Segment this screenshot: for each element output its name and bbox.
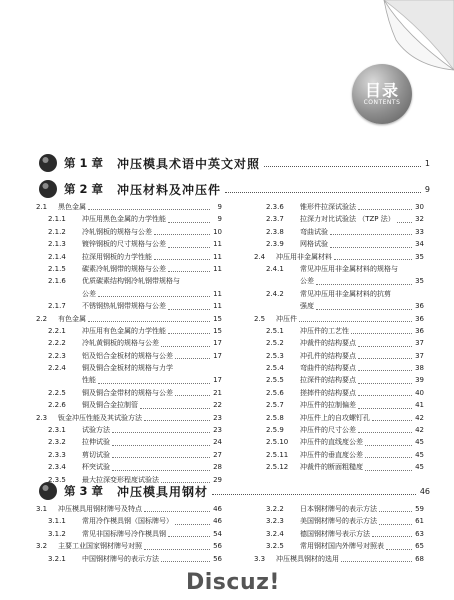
toc-entry-number: 2.4.2 bbox=[266, 289, 284, 298]
toc-entry-number: 2.5.12 bbox=[266, 463, 289, 472]
toc-entry-title: 美国钢材牌号的表示方法 bbox=[300, 517, 377, 526]
leader-dots bbox=[379, 511, 412, 512]
toc-entry-page: 17 bbox=[213, 339, 222, 348]
toc-entry-number: 2.3.9 bbox=[266, 240, 284, 249]
leader-dots bbox=[175, 358, 210, 359]
leader-dots bbox=[98, 296, 210, 297]
toc-entry[interactable] bbox=[36, 226, 222, 238]
toc-entry-page: 17 bbox=[213, 351, 222, 360]
toc-entry[interactable] bbox=[36, 449, 222, 461]
toc-entry[interactable] bbox=[254, 325, 424, 337]
toc-entry-page: 45 bbox=[415, 438, 424, 447]
leader-dots bbox=[168, 247, 210, 248]
toc-entry[interactable] bbox=[254, 300, 424, 312]
toc-entry-title: 冷轧黄铜板的规格与公差 bbox=[82, 339, 159, 348]
toc-entry[interactable] bbox=[36, 313, 222, 325]
toc-entry-page: 63 bbox=[415, 529, 424, 538]
toc-entry-number: 2.3.4 bbox=[48, 463, 66, 472]
toc-entry-number: 2.2 bbox=[36, 314, 48, 323]
chapter-page: 9 bbox=[424, 184, 430, 194]
toc-entry-title: 铜及铜合金拉制管 bbox=[82, 401, 138, 410]
toc-entry-page: 40 bbox=[415, 388, 424, 397]
toc-entry-number: 2.3 bbox=[36, 413, 48, 422]
leader-dots bbox=[316, 309, 412, 310]
toc-entry-title: 碳素冷轧钢带的规格与公差 bbox=[82, 264, 166, 273]
toc-entry[interactable] bbox=[254, 374, 424, 386]
leader-dots bbox=[112, 445, 210, 446]
toc-entry-title: 强度 bbox=[300, 302, 314, 311]
toc-entry-title: 常见冲压用非金属材料的抗剪 bbox=[300, 289, 391, 298]
chapter-label: 第 2 章 bbox=[64, 182, 104, 196]
toc-entry[interactable] bbox=[254, 528, 424, 540]
toc-entry-title: 常用冷作模具钢（国标牌号） bbox=[82, 517, 173, 526]
leader-dots bbox=[98, 383, 210, 384]
toc-entry-page: 56 bbox=[213, 542, 222, 551]
toc-entry-number: 2.3.7 bbox=[266, 215, 284, 224]
toc-entry-number: 2.5.8 bbox=[266, 413, 284, 422]
toc-entry-page: 36 bbox=[415, 326, 424, 335]
toc-entry-title: 公差 bbox=[82, 289, 96, 298]
toc-entry[interactable] bbox=[254, 436, 424, 448]
leader-dots bbox=[358, 383, 412, 384]
toc-entry-number: 2.3.3 bbox=[48, 450, 66, 459]
toc-entry-title: 拉伸试验 bbox=[82, 438, 110, 447]
toc-entry-number: 2.3.5 bbox=[48, 475, 66, 484]
toc-entry-number: 3.2.1 bbox=[48, 554, 66, 563]
toc-entry[interactable] bbox=[36, 263, 222, 275]
toc-entry-title: 镀锌钢板的尺寸规格与公差 bbox=[82, 240, 166, 249]
leader-dots bbox=[330, 247, 412, 248]
toc-column-ch2-left bbox=[36, 201, 222, 486]
toc-entry-number: 2.5.11 bbox=[266, 450, 289, 459]
leader-dots bbox=[112, 457, 210, 458]
chapter-bullet-icon bbox=[38, 153, 58, 173]
toc-entry-number: 2.5.6 bbox=[266, 388, 284, 397]
toc-entry-page: 41 bbox=[415, 401, 424, 410]
toc-entry[interactable] bbox=[254, 313, 424, 325]
toc-entry-title: 冷轧钢板的规格与公差 bbox=[82, 227, 152, 236]
chapter-bullet-icon bbox=[38, 179, 58, 199]
toc-entry-title: 最大拉深变形程度试验法 bbox=[82, 475, 159, 484]
toc-entry[interactable] bbox=[36, 399, 222, 411]
toc-entry-title: 冲压用黑色金属的力学性能 bbox=[82, 215, 166, 224]
leader-dots bbox=[299, 321, 412, 322]
toc-entry[interactable] bbox=[36, 251, 222, 263]
toc-entry-page: 21 bbox=[213, 388, 222, 397]
chapter-title: 冲压材料及冲压件 bbox=[117, 182, 222, 197]
toc-entry-title: 不锈钢热轧钢带规格与公差 bbox=[82, 302, 166, 311]
toc-entry-number: 2.5.5 bbox=[266, 376, 284, 385]
toc-entry-number: 2.1.2 bbox=[48, 227, 66, 236]
toc-entry[interactable] bbox=[254, 540, 424, 552]
toc-entry-page: 17 bbox=[213, 376, 222, 385]
leader-dots bbox=[88, 321, 210, 322]
toc-entry[interactable] bbox=[254, 503, 424, 515]
toc-entry-page: 45 bbox=[415, 450, 424, 459]
toc-entry-page: 10 bbox=[213, 227, 222, 236]
toc-entry[interactable] bbox=[254, 515, 424, 527]
toc-entry[interactable] bbox=[36, 540, 222, 552]
toc-entry-title: 主要工业国家钢材牌号对照 bbox=[58, 542, 142, 551]
leader-dots bbox=[154, 259, 210, 260]
toc-entry[interactable] bbox=[254, 362, 424, 374]
leader-dots bbox=[168, 271, 210, 272]
leader-dots bbox=[372, 536, 412, 537]
toc-entry-title: 铝及铝合金板材的规格与公差 bbox=[82, 351, 173, 360]
toc-entry-page: 61 bbox=[415, 517, 424, 526]
leader-dots bbox=[358, 209, 412, 210]
toc-entry-title: 剪切试验 bbox=[82, 450, 110, 459]
toc-entry-number: 2.5.7 bbox=[266, 401, 284, 410]
leader-dots bbox=[175, 524, 210, 525]
toc-entry-title: 冲压件 bbox=[276, 314, 297, 323]
toc-entry-number: 2.5.4 bbox=[266, 364, 284, 373]
toc-entry-title: 杯突试验 bbox=[82, 463, 110, 472]
toc-entry-title: 冲压件的尺寸公差 bbox=[300, 426, 356, 435]
toc-entry[interactable] bbox=[254, 412, 424, 424]
toc-entry-page: 29 bbox=[213, 475, 222, 484]
toc-entry[interactable] bbox=[254, 553, 424, 565]
toc-entry-page: 30 bbox=[415, 202, 424, 211]
toc-entry-number: 2.1.6 bbox=[48, 277, 66, 286]
toc-entry-page: 23 bbox=[213, 426, 222, 435]
toc-entry[interactable] bbox=[254, 461, 424, 473]
toc-entry-page: 54 bbox=[213, 529, 222, 538]
toc-entry-number: 2.3.8 bbox=[266, 227, 284, 236]
toc-entry-title: 冲压件的工艺性 bbox=[300, 326, 349, 335]
toc-entry-number: 2.2.3 bbox=[48, 351, 66, 360]
toc-entry[interactable] bbox=[36, 300, 222, 312]
toc-entry-title: 弯曲试验 bbox=[300, 227, 328, 236]
toc-entry-title: 钣金冲压性能及其试验方法 bbox=[58, 413, 142, 422]
toc-entry-number: 3.3 bbox=[254, 554, 266, 563]
toc-entry-page: 37 bbox=[415, 339, 424, 348]
toc-entry-page: 33 bbox=[415, 227, 424, 236]
leader-dots bbox=[372, 420, 412, 421]
toc-entry[interactable] bbox=[254, 263, 424, 275]
leader-dots bbox=[358, 408, 412, 409]
toc-entry[interactable] bbox=[36, 436, 222, 448]
leader-dots bbox=[316, 284, 412, 285]
leader-dots bbox=[140, 408, 210, 409]
leader-dots bbox=[112, 470, 210, 471]
toc-entry-title: 铜及铜合金板材的规格与力学 bbox=[82, 364, 173, 373]
toc-entry-number: 3.2.3 bbox=[266, 517, 284, 526]
toc-entry-title: 冲压模具钢材的选用 bbox=[276, 554, 339, 563]
toc-entry-number: 2.1.1 bbox=[48, 215, 66, 224]
toc-entry-title: 拉深力对比试验法 （TZP 法） bbox=[300, 215, 395, 224]
toc-entry[interactable] bbox=[254, 424, 424, 436]
chapter-2-heading[interactable] bbox=[38, 178, 430, 200]
leader-dots bbox=[168, 222, 210, 223]
toc-entry[interactable] bbox=[36, 515, 222, 527]
toc-entry-page: 23 bbox=[213, 413, 222, 422]
toc-entry[interactable] bbox=[254, 288, 424, 300]
toc-entry-number: 3.2.2 bbox=[266, 504, 284, 513]
toc-entry-page: 9 bbox=[217, 202, 222, 211]
toc-entry[interactable] bbox=[36, 275, 222, 287]
toc-entry-number: 2.5.9 bbox=[266, 426, 284, 435]
toc-entry-title: 冲孔件的结构要点 bbox=[300, 351, 356, 360]
toc-entry-page: 42 bbox=[415, 426, 424, 435]
chapter-1-heading[interactable] bbox=[38, 152, 430, 174]
toc-entry[interactable] bbox=[254, 350, 424, 362]
toc-entry-title: 冲压模具用钢材牌号及特点 bbox=[58, 504, 142, 513]
toc-entry-number: 2.5.1 bbox=[266, 326, 284, 335]
toc-entry-page: 11 bbox=[213, 252, 222, 261]
toc-entry[interactable] bbox=[36, 528, 222, 540]
leader-dots bbox=[351, 333, 412, 334]
chapter-3-heading[interactable] bbox=[38, 480, 430, 502]
toc-entry-number: 2.1.3 bbox=[48, 240, 66, 249]
leader-dots bbox=[358, 346, 412, 347]
toc-entry-title: 冲压件上的自攻螺钉孔 bbox=[300, 413, 370, 422]
toc-entry[interactable] bbox=[36, 201, 222, 213]
toc-entry-page: 9 bbox=[217, 215, 222, 224]
leader-dots bbox=[379, 524, 412, 525]
toc-entry-page: 42 bbox=[415, 413, 424, 422]
toc-entry-page: 11 bbox=[213, 264, 222, 273]
toc-entry-page: 15 bbox=[213, 326, 222, 335]
toc-entry-number: 2.4 bbox=[254, 252, 266, 261]
toc-entry-title: 性能 bbox=[82, 376, 96, 385]
toc-entry-page: 11 bbox=[213, 289, 222, 298]
toc-entry-page: 32 bbox=[415, 215, 424, 224]
toc-entry-number: 2.3.6 bbox=[266, 202, 284, 211]
leader-dots bbox=[144, 549, 210, 550]
toc-entry-title: 黑色金属 bbox=[58, 202, 86, 211]
toc-entry-page: 27 bbox=[213, 450, 222, 459]
badge-subtitle: CONTENTS bbox=[363, 98, 401, 106]
toc-entry-page: 24 bbox=[213, 438, 222, 447]
toc-entry-page: 28 bbox=[213, 463, 222, 472]
toc-entry-number: 3.1.2 bbox=[48, 529, 66, 538]
chapter-page: 1 bbox=[424, 158, 430, 168]
leader-dots bbox=[168, 333, 210, 334]
leader-dots bbox=[168, 309, 210, 310]
toc-entry[interactable] bbox=[36, 412, 222, 424]
toc-entry-title: 德国钢材牌号表示方法 bbox=[300, 529, 370, 538]
chapter-title: 冲压模具用钢材 bbox=[117, 484, 209, 499]
toc-entry-number: 2.2.5 bbox=[48, 388, 66, 397]
toc-entry[interactable] bbox=[254, 213, 424, 225]
toc-entry[interactable] bbox=[36, 424, 222, 436]
toc-column-ch3-left bbox=[36, 503, 222, 565]
leader-dots bbox=[168, 536, 210, 537]
toc-entry-page: 45 bbox=[415, 463, 424, 472]
toc-entry[interactable] bbox=[254, 275, 424, 287]
toc-entry-page: 35 bbox=[415, 252, 424, 261]
toc-entry-number: 2.5 bbox=[254, 314, 266, 323]
leader-dots bbox=[112, 432, 210, 433]
chapter-label: 第 1 章 bbox=[64, 156, 104, 170]
toc-entry-number: 3.1 bbox=[36, 504, 48, 513]
toc-entry[interactable] bbox=[36, 337, 222, 349]
toc-entry[interactable] bbox=[36, 503, 222, 515]
toc-entry-title: 网格试验 bbox=[300, 240, 328, 249]
toc-entry-title: 弯曲件的结构要点 bbox=[300, 364, 356, 373]
toc-entry[interactable] bbox=[36, 213, 222, 225]
toc-entry-page: 11 bbox=[213, 302, 222, 311]
toc-entry-title: 冲压件的垂直度公差 bbox=[300, 450, 363, 459]
chapter-title: 冲压模具术语中英文对照 bbox=[117, 156, 261, 171]
toc-entry-number: 3.1.1 bbox=[48, 517, 66, 526]
toc-entry-page: 46 bbox=[213, 504, 222, 513]
toc-entry-number: 3.2.4 bbox=[266, 529, 284, 538]
toc-entry-page: 15 bbox=[213, 314, 222, 323]
toc-entry-title: 常用钢材国内外牌号对照表 bbox=[300, 542, 384, 551]
leader-dots bbox=[341, 561, 412, 562]
toc-entry-title: 优质碳素结构钢冷轧钢带规格与 bbox=[82, 277, 180, 286]
leader-dots bbox=[144, 511, 210, 512]
leader-dots bbox=[225, 192, 421, 193]
toc-entry-page: 56 bbox=[213, 554, 222, 563]
leader-dots bbox=[212, 494, 416, 495]
toc-entry-number: 2.5.10 bbox=[266, 438, 289, 447]
toc-entry-number: 2.5.2 bbox=[266, 339, 284, 348]
toc-entry-number: 2.2.4 bbox=[48, 364, 66, 373]
leader-dots bbox=[358, 432, 412, 433]
toc-entry[interactable] bbox=[254, 449, 424, 461]
toc-entry-title: 冲压件的直线度公差 bbox=[300, 438, 363, 447]
toc-entry-number: 2.2.2 bbox=[48, 339, 66, 348]
toc-entry-title: 冲压件的拉制偏差 bbox=[300, 401, 356, 410]
toc-entry-page: 38 bbox=[415, 364, 424, 373]
toc-entry[interactable] bbox=[254, 399, 424, 411]
leader-dots bbox=[264, 166, 421, 167]
toc-entry-page: 36 bbox=[415, 314, 424, 323]
toc-entry-title: 拉深件的结构要点 bbox=[300, 376, 356, 385]
toc-entry-title: 常见非国标牌号冷作模具钢 bbox=[82, 529, 166, 538]
toc-entry-title: 冲裁件的结构要点 bbox=[300, 339, 356, 348]
leader-dots bbox=[330, 234, 412, 235]
leader-dots bbox=[88, 209, 210, 210]
leader-dots bbox=[358, 370, 412, 371]
toc-entry-page: 59 bbox=[415, 504, 424, 513]
toc-entry[interactable] bbox=[36, 387, 222, 399]
leader-dots bbox=[365, 445, 412, 446]
toc-entry[interactable] bbox=[36, 238, 222, 250]
toc-entry-title: 有色金属 bbox=[58, 314, 86, 323]
toc-entry-number: 2.1.7 bbox=[48, 302, 66, 311]
toc-entry[interactable] bbox=[254, 226, 424, 238]
toc-entry[interactable] bbox=[36, 553, 222, 565]
toc-entry[interactable] bbox=[36, 325, 222, 337]
leader-dots bbox=[175, 395, 210, 396]
toc-entry[interactable] bbox=[254, 387, 424, 399]
toc-entry-number: 2.1 bbox=[36, 202, 48, 211]
toc-column-ch3-right bbox=[254, 503, 424, 565]
leader-dots bbox=[386, 549, 412, 550]
toc-entry-number: 2.2.6 bbox=[48, 401, 66, 410]
toc-entry-number: 3.2 bbox=[36, 542, 48, 551]
toc-entry-title: 冲裁件的断面粗糙度 bbox=[300, 463, 363, 472]
toc-entry-page: 39 bbox=[415, 376, 424, 385]
toc-entry[interactable] bbox=[36, 288, 222, 300]
toc-entry-number: 2.3.2 bbox=[48, 438, 66, 447]
leader-dots bbox=[358, 358, 412, 359]
leader-dots bbox=[358, 395, 412, 396]
toc-entry-page: 65 bbox=[415, 542, 424, 551]
leader-dots bbox=[161, 346, 210, 347]
toc-entry-number: 2.5.3 bbox=[266, 351, 284, 360]
toc-entry[interactable] bbox=[36, 362, 222, 374]
toc-entry-title: 拉深用钢板的力学性能 bbox=[82, 252, 152, 261]
leader-dots bbox=[154, 234, 210, 235]
toc-entry-number: 2.4.1 bbox=[266, 264, 284, 273]
leader-dots bbox=[334, 259, 412, 260]
toc-entry-page: 35 bbox=[415, 277, 424, 286]
toc-entry-number: 2.1.5 bbox=[48, 264, 66, 273]
watermark-text: Discuz! bbox=[186, 570, 280, 595]
chapter-page: 46 bbox=[419, 486, 430, 496]
toc-entry-title: 搓摔件的结构要点 bbox=[300, 388, 356, 397]
badge-title: 目录 bbox=[364, 80, 399, 100]
toc-entry-title: 常见冲压用非金属材料的规格与 bbox=[300, 264, 398, 273]
toc-entry-title: 冲压用有色金属的力学性能 bbox=[82, 326, 166, 335]
leader-dots bbox=[161, 561, 210, 562]
toc-entry[interactable] bbox=[36, 461, 222, 473]
toc-entry-number: 2.2.1 bbox=[48, 326, 66, 335]
chapter-bullet-icon bbox=[38, 481, 58, 501]
toc-entry-page: 11 bbox=[213, 240, 222, 249]
leader-dots bbox=[365, 470, 412, 471]
toc-entry-page: 37 bbox=[415, 351, 424, 360]
toc-entry-title: 铜及铜合金带材的规格与公差 bbox=[82, 388, 173, 397]
toc-entry-page: 34 bbox=[415, 240, 424, 249]
toc-entry-page: 46 bbox=[213, 517, 222, 526]
toc-entry-title: 公差 bbox=[300, 277, 314, 286]
toc-entry[interactable] bbox=[36, 374, 222, 386]
toc-entry-number: 2.3.1 bbox=[48, 426, 66, 435]
toc-entry-title: 日本钢材牌号的表示方法 bbox=[300, 504, 377, 513]
toc-entry-page: 36 bbox=[415, 302, 424, 311]
toc-entry-number: 3.2.5 bbox=[266, 542, 284, 551]
toc-entry-page: 22 bbox=[213, 401, 222, 410]
toc-column-ch2-right bbox=[254, 201, 424, 474]
toc-entry-title: 锥形件拉深试验法 bbox=[300, 202, 356, 211]
chapter-label: 第 3 章 bbox=[64, 484, 104, 498]
leader-dots bbox=[397, 222, 412, 223]
toc-entry-page: 68 bbox=[415, 554, 424, 563]
contents-badge bbox=[352, 64, 412, 124]
leader-dots bbox=[144, 420, 210, 421]
toc-entry[interactable] bbox=[254, 251, 424, 263]
toc-entry[interactable] bbox=[36, 350, 222, 362]
toc-entry-title: 冲压用非金属材料 bbox=[276, 252, 332, 261]
toc-entry-title: 试验方法 bbox=[82, 426, 110, 435]
toc-entry-title: 中国钢材牌号的表示方法 bbox=[82, 554, 159, 563]
toc-entry-number: 2.1.4 bbox=[48, 252, 66, 261]
toc-entry[interactable] bbox=[254, 201, 424, 213]
leader-dots bbox=[365, 457, 412, 458]
toc-entry[interactable] bbox=[254, 238, 424, 250]
toc-entry[interactable] bbox=[254, 337, 424, 349]
